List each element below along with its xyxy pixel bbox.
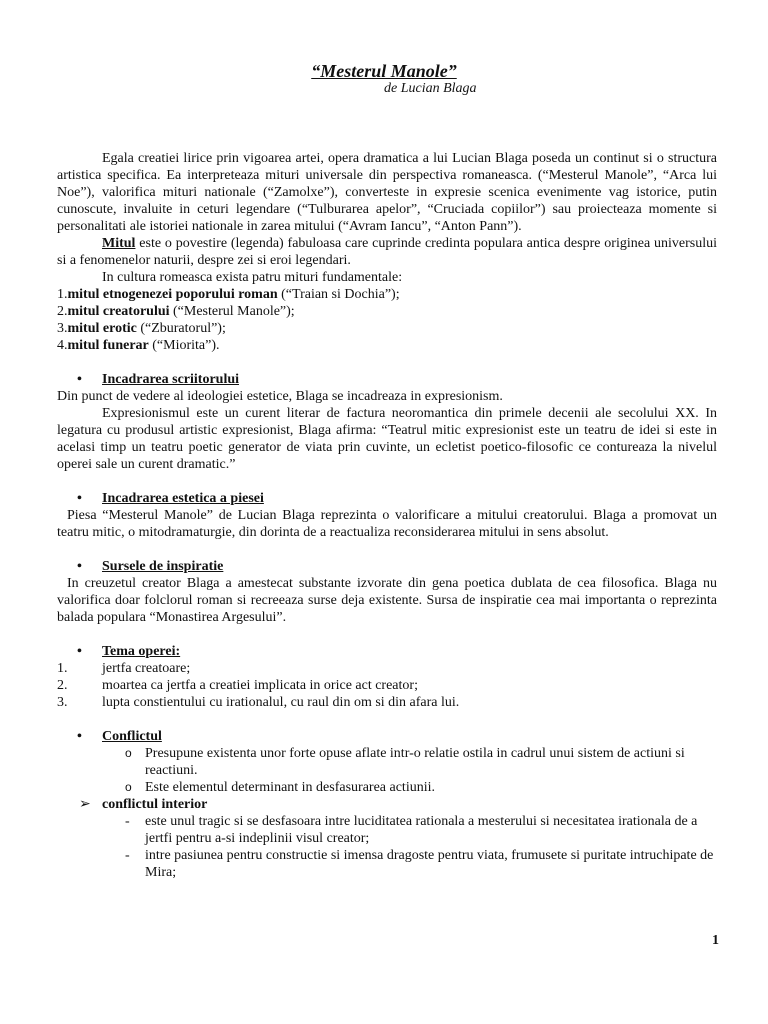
mit-term: Mitul [102, 236, 136, 251]
section-paragraph: Piesa “Mesterul Manole” de Lucian Blaga reprezinta o valorificare a mitului creatorului. Blaga a promovat un teatru mitic, o mitodramaturgie, din dorinta de a reactualiza reconsiderarea mitului in sens absolut. [57, 508, 717, 540]
list-number: 2. [57, 304, 68, 319]
bullet-icon: • [77, 644, 82, 659]
section-heading-sursele: • Sursele de inspiratie [77, 559, 224, 574]
mit-definition-text: este o povestire (legenda) fabuloasa care cuprinde credinta populara antica despre originea universului si a fenomenelor naturii, despre zei si eroi legendari. [57, 236, 717, 268]
section-heading-tema: • Tema operei: [77, 644, 181, 659]
myth-example: (“Zburatorul”); [136, 321, 226, 336]
myth-name: mitul etnogenezei poporului roman [67, 287, 278, 302]
intro-paragraph: Egala creatiei lirice prin vigoarea artei, opera dramatica a lui Lucian Blaga poseda un continut si o structura artistica specifica. Ea interpreteaza mituri universale din perspectiva romaneasca. (“Mesterul Manole”, “Arca lui Noe”), valorifica mituri nationale (“Zamolxe”), converteste in expresie scenica evenimente vag istorice, putin cunoscute, invaluite in ceturi legendare (“Tulburarea apelor”, “Cruciada copiilor”) sau proiecteaza momente si personalitati ale istoriei nationale in zarea mitului (“Avram Iancu”, “Anton Pann”). [57, 151, 717, 234]
list-item: o Este elementul determinant in desfasurarea actiunii. [125, 780, 435, 795]
bullet-icon: • [77, 372, 82, 387]
section-heading-incadrarea-scriitorului: • Incadrarea scriitorului [77, 372, 240, 387]
page-number: 1 [712, 933, 719, 948]
section-paragraph: In creuzetul creator Blaga a amestecat substante izvorate din gena poetica dublata de cea filosofica. Blaga nu valorifica doar folclorul roman si recreeaza surse deja existente. Sursa de inspiratie cea mai importanta o reprezinta balada populara “Monastirea Argesului”. [57, 576, 717, 625]
list-number: 1. [57, 661, 68, 676]
list-item [57, 286, 717, 303]
mit-definition [57, 235, 717, 269]
myth-example: (“Traian si Dochia”); [277, 287, 400, 302]
section-paragraph: Din punct de vedere al ideologiei estetice, Blaga se incadreaza in expresionism. [57, 389, 503, 404]
circle-bullet-icon: o [125, 746, 132, 760]
bullet-icon: • [77, 729, 82, 744]
list-item [57, 320, 717, 337]
myth-name: mitul funerar [67, 338, 149, 353]
document-title: “Mesterul Manole” [311, 61, 457, 81]
document-body [57, 150, 717, 881]
list-item: 1. jertfa creatoare; [57, 661, 191, 676]
section-heading-conflictul: • Conflictul [77, 729, 162, 744]
dash-bullet-icon: - [125, 848, 130, 863]
myth-example: (“Mesterul Manole”); [169, 304, 295, 319]
list-item: o Presupune existenta unor forte opuse aflate intr-o relatie ostila in cadrul unui sistem de actiuni si reactiuni. [125, 746, 685, 778]
section-heading-incadrarea-estetica: • Incadrarea estetica a piesei [77, 491, 264, 506]
list-number: 3. [57, 321, 68, 336]
arrow-bullet-icon: ➢ [79, 797, 91, 812]
document-author: de Lucian Blaga [384, 81, 477, 96]
circle-bullet-icon: o [125, 780, 132, 794]
section-paragraph: Expresionismul este un curent literar de factura neoromantica din primele decenii ale secolului XX. In legatura cu produsul artistic expresionist, Blaga afirma: “Teatrul mitic expresionist este un teatru de idei si este in acelasi timp un teatru poetic generator de viata prin cuvinte, un ecletist poetico-filosofic ce contureaza la nivelul operei sale un curent dramatic.” [57, 406, 717, 472]
subsection-heading-conflictul-interior: ➢ conflictul interior [79, 797, 208, 812]
myth-name: mitul erotic [67, 321, 137, 336]
list-item: 2. moartea ca jertfa a creatiei implicata in orice act creator; [57, 678, 418, 693]
list-number: 4. [57, 338, 68, 353]
bullet-icon: • [77, 491, 82, 506]
myths-list [57, 286, 717, 354]
list-number: 2. [57, 678, 68, 693]
cultura-paragraph: In cultura romeasca exista patru mituri fundamentale: [102, 270, 403, 285]
myth-name: mitul creatorului [67, 304, 170, 319]
list-item [57, 337, 717, 354]
bullet-icon: • [77, 559, 82, 574]
myth-example: (“Miorita”). [148, 338, 220, 353]
list-item: - este unul tragic si se desfasoara intre luciditatea rationala a mesterului si necesitatea irationala de a jertfi pentru a-si indeplinii visul creator; [125, 814, 698, 846]
list-item [57, 303, 717, 320]
list-item: - intre pasiunea pentru constructie si imensa dragoste pentru viata, frumusete si puritate intruchipate de Mira; [125, 848, 714, 880]
list-number: 1. [57, 287, 68, 302]
list-item: 3. lupta constientului cu irationalul, cu raul din om si din afara lui. [57, 695, 460, 710]
dash-bullet-icon: - [125, 814, 130, 829]
list-number: 3. [57, 695, 68, 710]
